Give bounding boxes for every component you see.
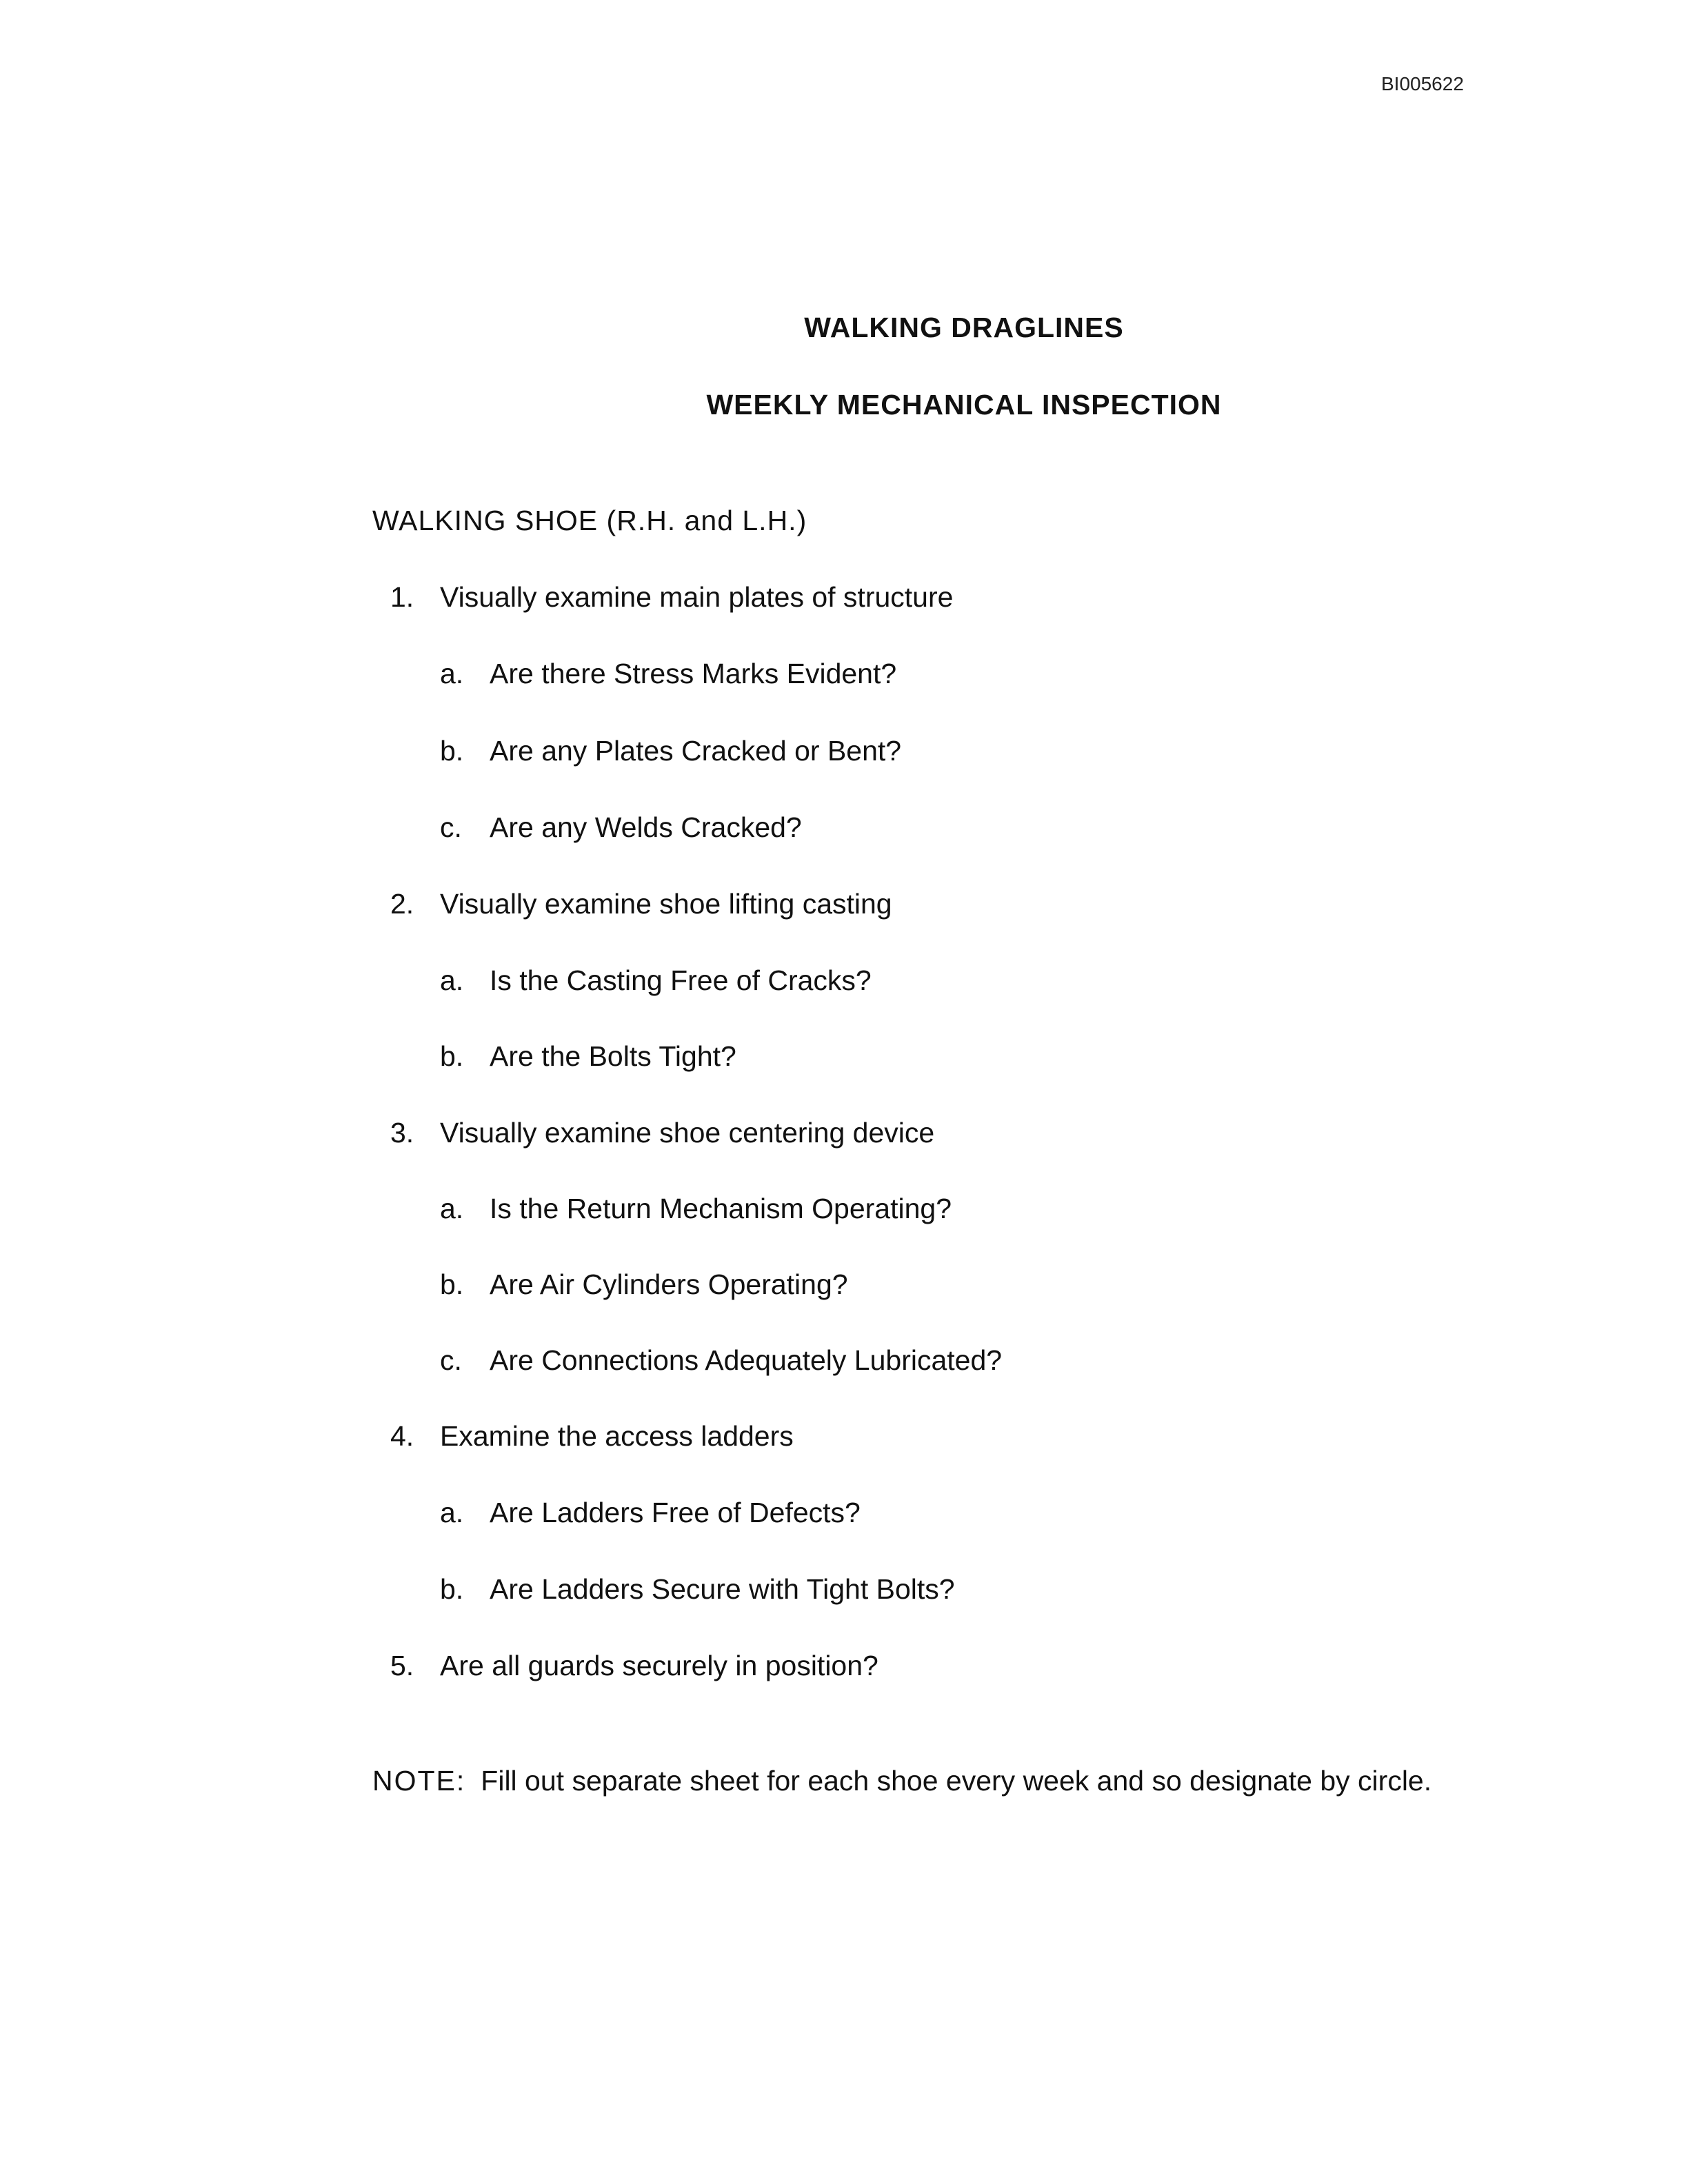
subitem-letter: a. — [440, 1193, 464, 1224]
footer-note — [372, 1765, 1431, 1797]
document-subtitle: WEEKLY MECHANICAL INSPECTION — [706, 389, 1222, 421]
subitem-letter: b. — [440, 1573, 464, 1605]
subitem-letter: a. — [440, 964, 464, 996]
subitem-text: Is the Casting Free of Cracks? — [490, 964, 872, 996]
subitem-text: Are any Welds Cracked? — [490, 811, 802, 843]
item-number: 5. — [390, 1650, 414, 1681]
section-heading: WALKING SHOE (R.H. and L.H.) — [372, 505, 807, 536]
subitem-text: Are there Stress Marks Evident? — [490, 658, 897, 689]
item-text: Are all guards securely in position? — [440, 1650, 878, 1681]
subitem-letter: b. — [440, 735, 464, 767]
subitem-text: Are Ladders Secure with Tight Bolts? — [490, 1573, 955, 1605]
note-text: Fill out separate sheet for each shoe every week and so designate by circle. — [481, 1765, 1432, 1797]
subitem-letter: a. — [440, 658, 464, 689]
item-text: Examine the access ladders — [440, 1420, 794, 1452]
item-number: 1. — [390, 581, 414, 613]
subitem-letter: a. — [440, 1497, 464, 1528]
document-id: BI005622 — [1381, 73, 1464, 94]
subitem-text: Are the Bolts Tight? — [490, 1040, 736, 1072]
item-text: Visually examine shoe centering device — [440, 1117, 935, 1149]
note-label: NOTE: — [372, 1765, 466, 1797]
item-number: 2. — [390, 888, 414, 920]
subitem-text: Are any Plates Cracked or Bent? — [490, 735, 902, 767]
subitem-letter: b. — [440, 1040, 464, 1072]
subitem-letter: c. — [440, 1344, 462, 1376]
subitem-text: Is the Return Mechanism Operating? — [490, 1193, 952, 1224]
subitem-letter: b. — [440, 1268, 464, 1300]
document-title: WALKING DRAGLINES — [804, 312, 1124, 343]
item-number: 3. — [390, 1117, 414, 1149]
subitem-text: Are Connections Adequately Lubricated? — [490, 1344, 1003, 1376]
item-text: Visually examine shoe lifting casting — [440, 888, 892, 920]
subitem-text: Are Ladders Free of Defects? — [490, 1497, 861, 1528]
item-text: Visually examine main plates of structure — [440, 581, 954, 613]
subitem-letter: c. — [440, 811, 462, 843]
item-number: 4. — [390, 1420, 414, 1452]
subitem-text: Are Air Cylinders Operating? — [490, 1268, 848, 1300]
